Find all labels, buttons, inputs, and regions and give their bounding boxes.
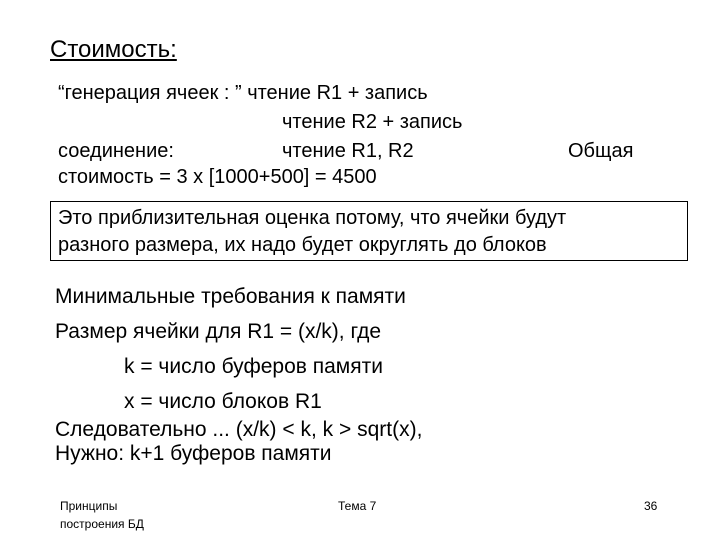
calc-line-read-r2: чтение R2 + запись (282, 111, 463, 133)
memory-line-5: Следовательно ... (x/k) < k, k > sqrt(x), (55, 418, 423, 441)
footer-page-number: 36 (644, 499, 658, 513)
note-line-2: разного размера, их надо будет округлять до блоков (58, 234, 547, 256)
calc-line-join-value: чтение R1, R2 (282, 140, 414, 162)
slide-title: Стоимость: (50, 36, 177, 63)
footer-course-line-2: построения БД (60, 517, 144, 531)
calc-line-total-label: Общая (568, 140, 634, 162)
calc-line-generation: “генерация ячеек : ” чтение R1 + запись (58, 82, 428, 104)
footer-topic: Тема 7 (338, 499, 377, 513)
footer-course-line-1: Принципы (60, 499, 118, 513)
calc-line-join-label: соединение: (58, 140, 174, 162)
memory-line-2: Размер ячейки для R1 = (x/k), где (55, 320, 382, 343)
footer-course-name (60, 497, 144, 533)
calc-line-total-cost: стоимость = 3 x [1000+500] = 4500 (58, 166, 377, 188)
memory-line-1: Минимальные требования к памяти (55, 285, 406, 308)
note-line-1: Это приблизительная оценка потому, что ячейки будут (58, 207, 567, 229)
memory-line-6: Нужно: k+1 буферов памяти (55, 442, 332, 465)
estimate-note-box (50, 201, 688, 261)
memory-line-4: x = число блоков R1 (124, 390, 322, 413)
memory-line-3: k = число буферов памяти (124, 355, 383, 378)
